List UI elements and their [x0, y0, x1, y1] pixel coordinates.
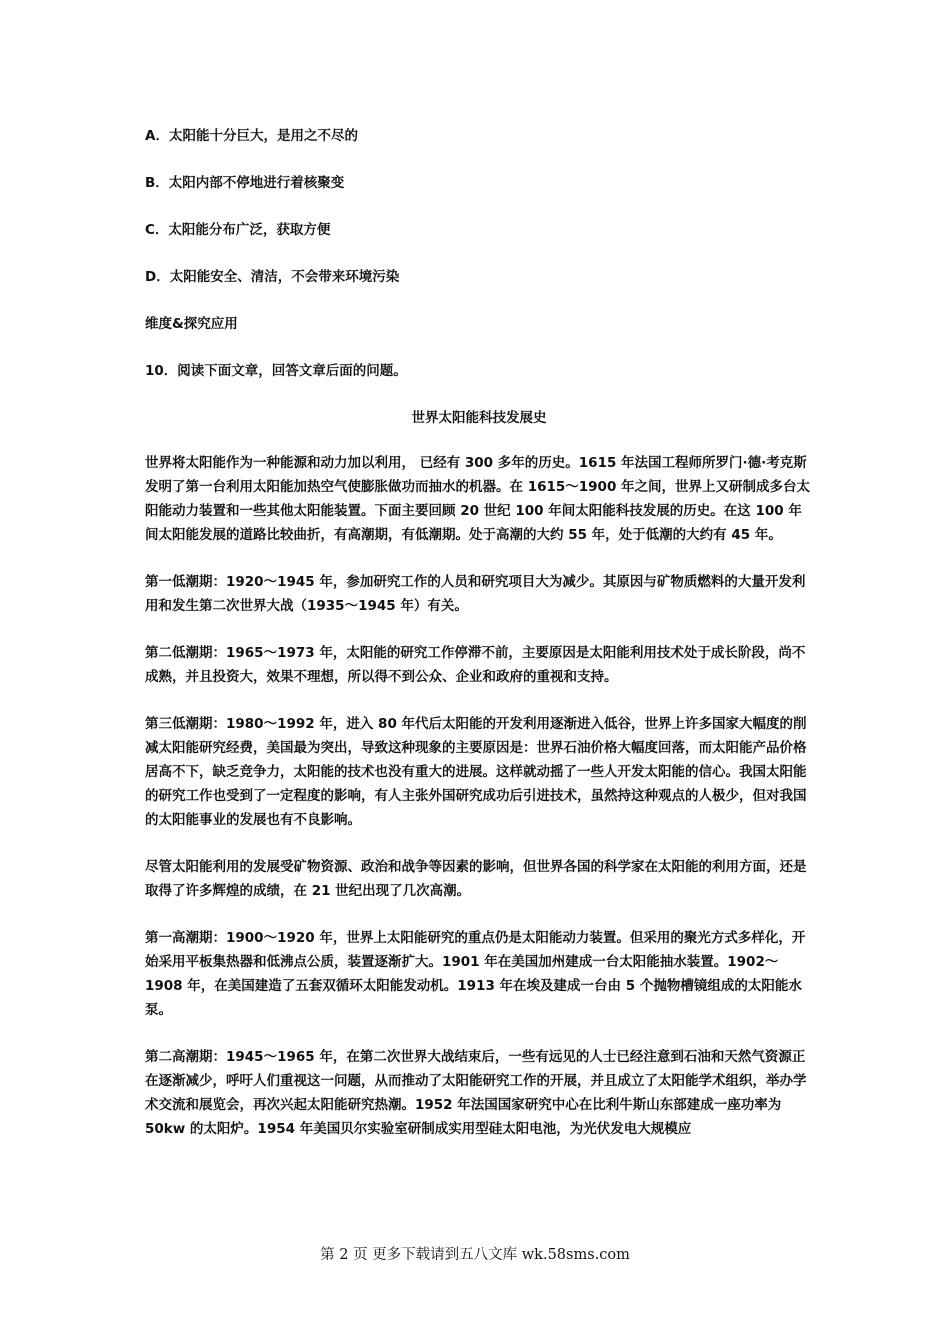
option-d: D．太阳能安全、清洁，不会带来环境污染 [145, 269, 400, 285]
article-title: 世界太阳能科技发展史 [411, 410, 547, 426]
section-heading: 维度&探究应用 [145, 316, 238, 332]
question-prompt: 10．阅读下面文章，回答文章后面的问题。 [145, 363, 407, 379]
article-paragraph-low-3: 第三低潮期：1980～1992 年，进入 80 年代后太阳能的开发利用逐渐进入低谷，世界上许多国家大幅度的削减太阳能研究经费，美国最为突出，导致这种现象的主要原因是：世界石油价格大幅度回落，而太阳能产品价格居高不下，缺乏竞争力，太阳能的技术也没有重大的进展。这样就动摇了一些人开发太阳能的信心。我国太阳能的研究工作也受到了一定程度的影响，有人主张外国研究成功后引进技术，虽然持这种观点的人极少，但对我国的太阳能事业的发展也有不良影响。 [145, 716, 807, 828]
article-paragraph-low-1: 第一低潮期：1920～1945 年，参加研究工作的人员和研究项目大为减少。其原因与矿物质燃料的大量开发利用和发生第二次世界大战（1935～1945 年）有关。 [145, 574, 806, 614]
article-paragraph-low-2: 第二低潮期：1965～1973 年，太阳能的研究工作停滞不前，主要原因是太阳能利用技术处于成长阶段，尚不成熟，并且投资大，效果不理想，所以得不到公众、企业和政府的重视和支持。 [145, 645, 806, 685]
option-b: B．太阳内部不停地进行着核聚变 [145, 175, 345, 191]
article-paragraph-intro: 世界将太阳能作为一种能源和动力加以利用， 已经有 300 多年的历史。1615 年法国工程师所罗门·德·考克斯发明了第一台利用太阳能加热空气使膨胀做功而抽水的机器。在 1615～1900 年之间，世界上又研制成多台太阳能动力装置和一些其他太阳能装置。下面主要回顾 20 世纪 100 年间太阳能科技发展的历史。在这 100 年间太阳能发展的道路比较曲折，有高潮期，有低潮期。处于高潮的大约 55 年，处于低潮的大约有 45 年。 [145, 455, 811, 543]
article-paragraph-high-1: 第一高潮期：1900～1920 年，世界上太阳能研究的重点仍是太阳能动力装置。但采用的聚光方式多样化，开始采用平板集热器和低沸点公质，装置逐渐扩大。1901 年在美国加州建成一台太阳能抽水装置。1902～1908 年，在美国建造了五套双循环太阳能发动机。1913 年在埃及建成一台由 5 个抛物槽镜组成的太阳能水泵。 [145, 930, 806, 1018]
page-footer: 第 2 页 更多下载请到五八文库 wk.58sms.com [320, 1247, 630, 1263]
article-paragraph-transition: 尽管太阳能利用的发展受矿物资源、政治和战争等因素的影响，但世界各国的科学家在太阳能的利用方面，还是取得了许多辉煌的成绩，在 21 世纪出现了几次高潮。 [145, 859, 807, 899]
page-content [145, 124, 813, 1164]
option-a: A．太阳能十分巨大，是用之不尽的 [145, 128, 358, 144]
option-c: C．太阳能分布广泛，获取方便 [145, 222, 331, 238]
article-paragraph-high-2: 第二高潮期：1945～1965 年，在第二次世界大战结束后，一些有远见的人士已经注意到石油和天然气资源正在逐渐减少，呼吁人们重视这一问题，从而推动了太阳能研究工作的开展，并且成立了太阳能学术组织，举办学术交流和展览会，再次兴起太阳能研究热潮。1952 年法国国家研究中心在比利牛斯山东部建成一座功率为 50kw 的太阳炉。1954 年美国贝尔实验室研制成实用型硅太阳电池，为光伏发电大规模应 [145, 1049, 807, 1137]
